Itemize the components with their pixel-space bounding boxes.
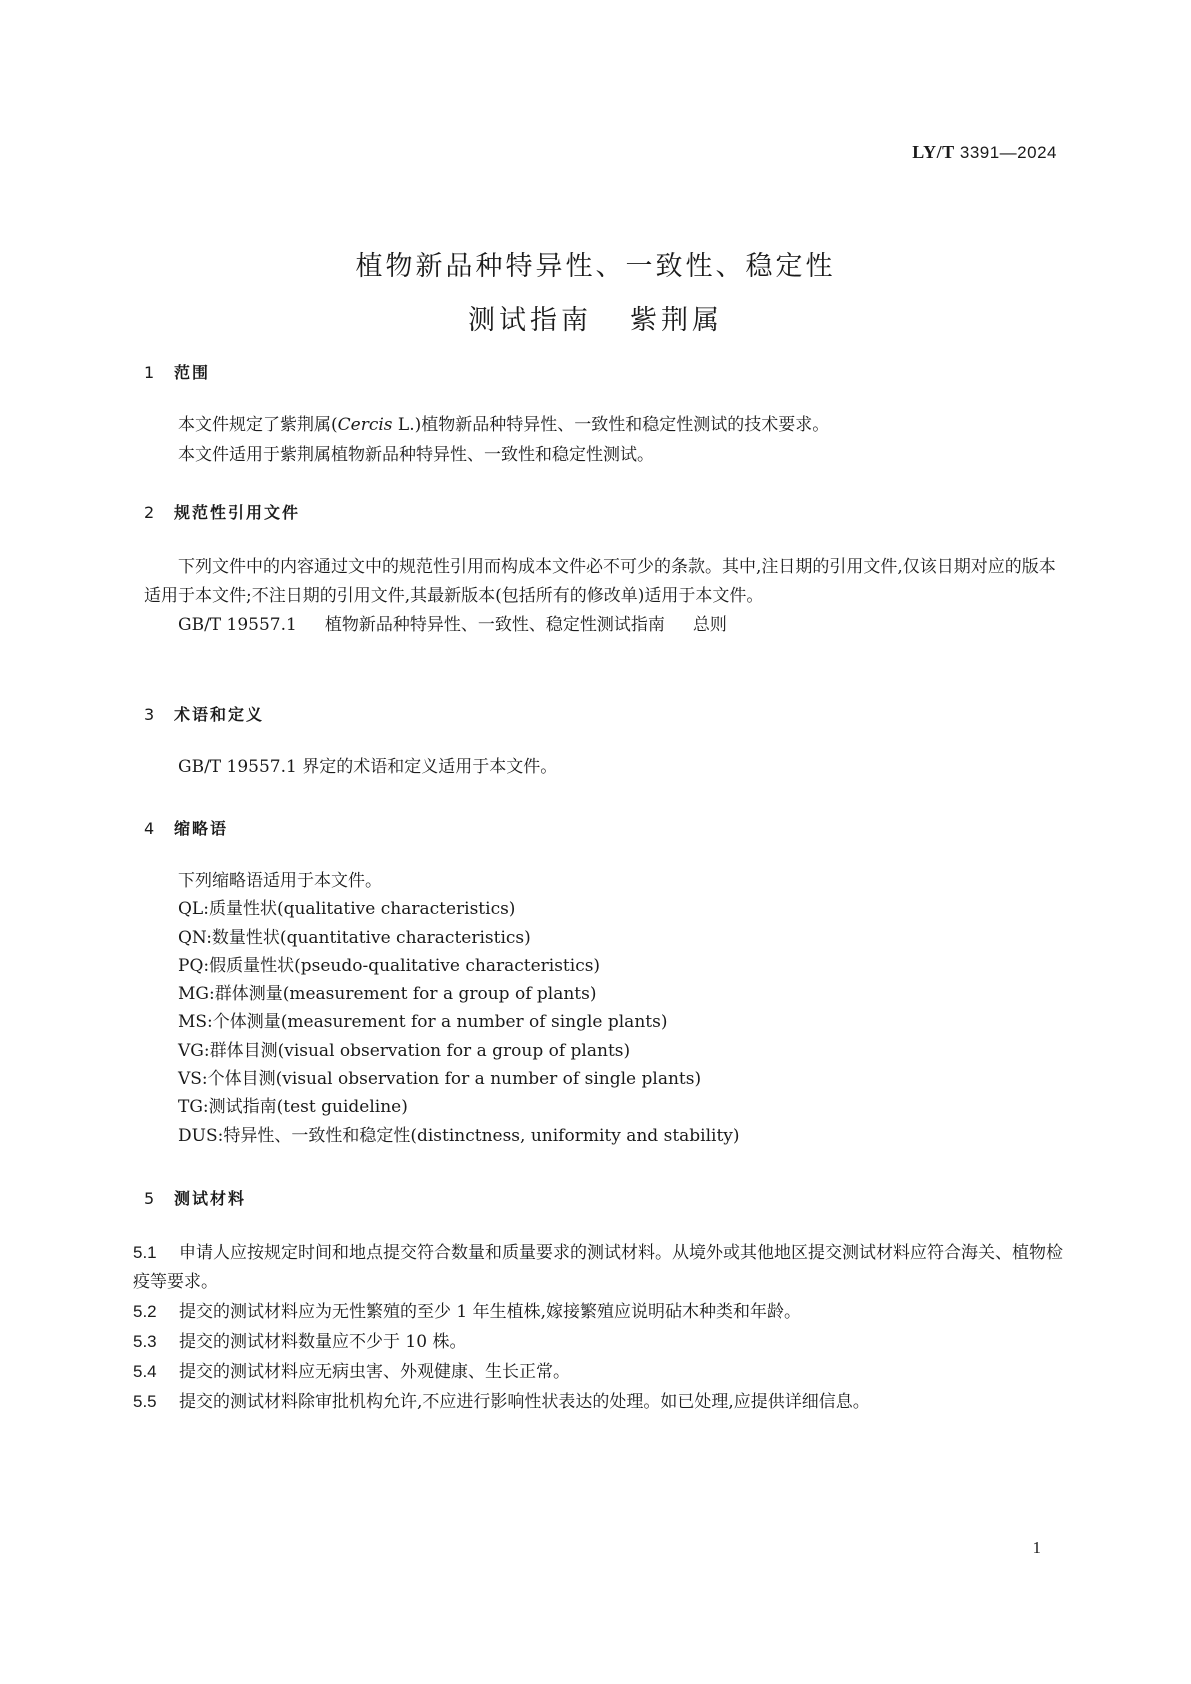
abbreviation-item: QN:数量性状(quantitative characteristics) (178, 927, 531, 948)
section-2-heading (144, 500, 300, 523)
reference-title: 植物新品种特异性、一致性、稳定性测试指南 (324, 615, 665, 635)
section-2-paragraph-1: 下列文件中的内容通过文中的规范性引用而构成本文件必不可少的条款。其中,注日期的引用文件,仅该日期对应的版本适用于本文件;不注日期的引用文件,其最新版本(包括所有的修改单)适用于本文件。 (144, 557, 1056, 606)
title-line-2-part-a: 测试指南 (468, 305, 592, 336)
page-number: 1 (1032, 1538, 1041, 1557)
section-2-title: 规范性引用文件 (174, 503, 301, 522)
abbreviation-item: VS:个体目测(visual observation for a number of single plants) (178, 1069, 702, 1090)
section-1-title: 范围 (174, 363, 211, 382)
section-4-heading (144, 816, 228, 839)
clause-5-4: 5.4 提交的测试材料应无病虫害、外观健康、生长正常。 (133, 1362, 570, 1382)
section-4-number: 4 (144, 819, 157, 838)
clause-5-3: 5.3 提交的测试材料数量应不少于 10 株。 (133, 1332, 467, 1352)
section-4-body (144, 867, 1062, 1150)
section-3-paragraph-1: GB/T 19557.1 界定的术语和定义适用于本文件。 (178, 757, 558, 777)
section-1-paragraph-1: 本文件规定了紫荆属(Cercis L.)植物新品种特异性、一致性和稳定性测试的技术要求。 (178, 415, 830, 435)
section-5-heading (144, 1186, 246, 1209)
section-5-body (133, 1238, 1063, 1417)
section-1-paragraph-2: 本文件适用于紫荆属植物新品种特异性、一致性和稳定性测试。 (178, 445, 654, 465)
section-3-number: 3 (144, 705, 157, 724)
reference-title-suffix: 总则 (692, 615, 727, 635)
abbreviation-item: TG:测试指南(test guideline) (178, 1097, 408, 1118)
abbreviation-item: QL:质量性状(qualitative characteristics) (178, 899, 516, 920)
abbreviation-item: PQ:假质量性状(pseudo-qualitative characteristics) (178, 955, 601, 976)
abbreviation-item: MG:群体测量(measurement for a group of plants) (178, 984, 597, 1005)
reference-code: GB/T 19557.1 (178, 615, 297, 635)
abbreviation-item: MS:个体测量(measurement for a number of single plants) (178, 1012, 668, 1033)
genus-name: Cercis (337, 415, 393, 435)
abbreviations-intro: 下列缩略语适用于本文件。 (178, 871, 382, 891)
section-1-body (144, 410, 1062, 470)
section-5-number: 5 (144, 1189, 157, 1208)
clause-5-2: 5.2 提交的测试材料应为无性繁殖的至少 1 年生植株,嫁接繁殖应说明砧木种类和年龄。 (133, 1302, 802, 1322)
section-3-heading (144, 702, 264, 725)
abbreviation-item: DUS:特异性、一致性和稳定性(distinctness, uniformity and stability) (178, 1125, 740, 1146)
section-1-number: 1 (144, 363, 157, 382)
standard-code (912, 142, 1057, 163)
document-title (0, 240, 1191, 348)
standard-code-prefix: LY/T (912, 142, 955, 162)
clause-5-1: 5.1 申请人应按规定时间和地点提交符合数量和质量要求的测试材料。从境外或其他地区提交测试材料应符合海关、植物检疫等要求。 (133, 1243, 1063, 1292)
section-2-body (144, 553, 1062, 640)
title-line-1: 植物新品种特异性、一致性、稳定性 (355, 251, 836, 282)
title-line-2 (0, 294, 1191, 348)
abbreviation-item: VG:群体目测(visual observation for a group of plants) (178, 1040, 631, 1061)
section-3-title: 术语和定义 (174, 705, 265, 724)
section-4-title: 缩略语 (174, 819, 229, 838)
section-1-heading (144, 360, 210, 383)
section-3-body (144, 752, 1062, 782)
normative-reference (144, 611, 1062, 640)
clause-5-5: 5.5 提交的测试材料除审批机构允许,不应进行影响性状表达的处理。如已处理,应提供详细信息。 (133, 1392, 870, 1412)
title-line-2-part-b: 紫荆属 (630, 305, 723, 336)
standard-code-number: 3391—2024 (959, 143, 1057, 162)
section-2-number: 2 (144, 503, 157, 522)
section-5-title: 测试材料 (174, 1189, 247, 1208)
